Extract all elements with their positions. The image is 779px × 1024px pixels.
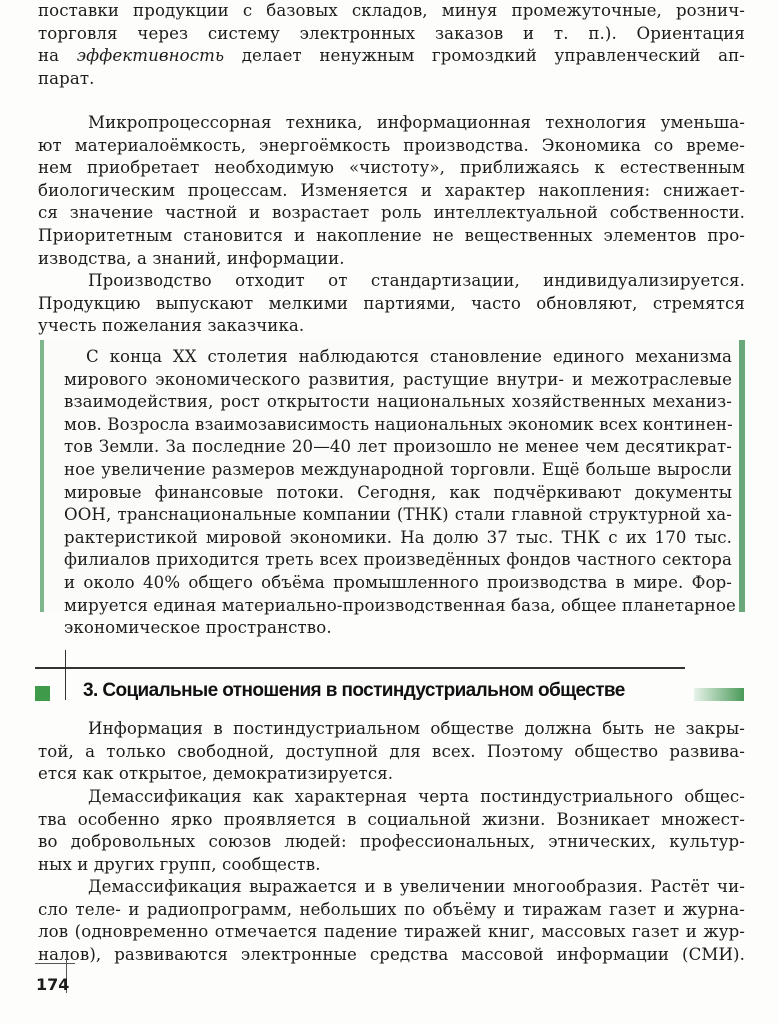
text-line: той, а только свободной, доступной для всех. Поэтому общество развива- bbox=[38, 741, 745, 761]
crop-mark bbox=[65, 650, 66, 700]
text-line: рактеристикой мировой экономики. На долю 37 тыс. ТНК с их 170 тыс. bbox=[64, 527, 732, 547]
text-line: мируется единая материально-производственная база, общее планетарное bbox=[64, 595, 736, 615]
text-fragment: на bbox=[38, 46, 60, 66]
paragraph-4 bbox=[38, 718, 745, 786]
text-line: Демассификация как характерная черта постиндустриального общес- bbox=[88, 787, 745, 806]
text-line: Продукцию выпускают мелкими партиями, часто обновляют, стремятся bbox=[38, 293, 745, 313]
page-corner-rule bbox=[35, 963, 75, 964]
text-line: взаимодействия, рост открытости национальных хозяйственных механиз- bbox=[64, 392, 732, 412]
text-line: Приоритетным становится и накопление не вещественных элементов про- bbox=[38, 225, 745, 245]
text-line: филиалов приходится треть всех произведённых фондов частного сектора bbox=[64, 550, 732, 570]
text-line: ется как открытое, демократизируется. bbox=[38, 764, 394, 784]
text-line: ных и других групп, сообществ. bbox=[38, 854, 321, 874]
text-line: торговля через систему электронных заказов и т. п.). Ориентация bbox=[38, 23, 745, 43]
paragraph-5 bbox=[38, 786, 745, 876]
boxed-paragraph bbox=[64, 346, 736, 640]
text-line: ООН, транснациональные компании (ТНК) стали главной структурной ха- bbox=[64, 505, 732, 525]
text-line: тва особенно ярко проявляется в социальной жизни. Возникает множест- bbox=[38, 809, 745, 829]
text-line: тов Земли. За последние 20—40 лет произошло не менее чем десятикрат- bbox=[64, 437, 732, 457]
text-line: сло теле- и радиопрограмм, небольших по объёму и тиражам газет и журна- bbox=[38, 899, 745, 919]
text-line: Демассификация выражается и в увеличении многообразия. Растёт чи- bbox=[88, 877, 745, 896]
text-line: Микропроцессорная техника, информационная технология уменьша- bbox=[88, 113, 745, 132]
text-line: С конца XX столетия наблюдаются становление единого механизма bbox=[86, 347, 732, 366]
paragraph-2 bbox=[38, 112, 745, 270]
text-line: мирового экономического развития, растущие внутри- и межотраслевые bbox=[64, 369, 732, 389]
text-line: ное увеличение размеров международной торговли. Ещё больше выросли bbox=[64, 459, 732, 479]
text-line: изводства, а знаний, информации. bbox=[38, 248, 345, 268]
paragraph-1 bbox=[38, 0, 745, 90]
text-line: парат. bbox=[38, 68, 95, 88]
text-line: мировые финансовые потоки. Сегодня, как подчёркивают документы bbox=[64, 482, 732, 502]
text-line: ют материалоёмкость, энергоёмкость производства. Экономика со време- bbox=[38, 135, 745, 155]
text-line: налов), развиваются электронные средства массовой информации (СМИ). bbox=[38, 944, 745, 964]
text-line: мов. Возросла взаимозависимость национальных экономик всех континен- bbox=[64, 414, 733, 434]
paragraph-3 bbox=[38, 270, 745, 338]
text-line: биологическим процессам. Изменяется и характер накопления: снижает- bbox=[38, 180, 745, 200]
text-line: нем приобретает необходимую «чистоту», приближаясь к естественным bbox=[38, 158, 745, 178]
text-line: поставки продукции с базовых складов, минуя промежуточные, рознич- bbox=[38, 1, 745, 20]
text-line: Информация в постиндустриальном обществе должна быть не закры- bbox=[88, 719, 745, 738]
section-rule bbox=[35, 667, 685, 669]
text-line: лов (одновременно отмечается падение тиражей книг, массовых газет и жур- bbox=[38, 922, 745, 942]
text-line: ся значение частной и возрастает роль интеллектуальной собственности. bbox=[38, 203, 745, 223]
section-marker-square bbox=[35, 686, 50, 701]
text-line bbox=[38, 45, 745, 68]
text-line: учесть пожелания заказчика. bbox=[38, 316, 305, 336]
text-line: Производство отходит от стандартизации, индивидуализируется. bbox=[88, 271, 745, 290]
heading-gradient-bar bbox=[694, 688, 744, 701]
text-fragment: делает ненужным громоздкий управленческий ап- bbox=[241, 46, 745, 66]
text-line: экономическое пространство. bbox=[64, 618, 332, 638]
text-line: и около 40% общего объёма промышленного производства в мире. Фор- bbox=[64, 572, 732, 592]
paragraph-6 bbox=[38, 876, 745, 966]
page-number: 174 bbox=[36, 975, 70, 994]
text-line: во добровольных союзов людей: профессиональных, этнических, культур- bbox=[38, 832, 745, 852]
emphasis-word: эффективность bbox=[76, 46, 225, 66]
section-heading: 3. Социальные отношения в постиндустриальном обществе bbox=[83, 680, 625, 701]
